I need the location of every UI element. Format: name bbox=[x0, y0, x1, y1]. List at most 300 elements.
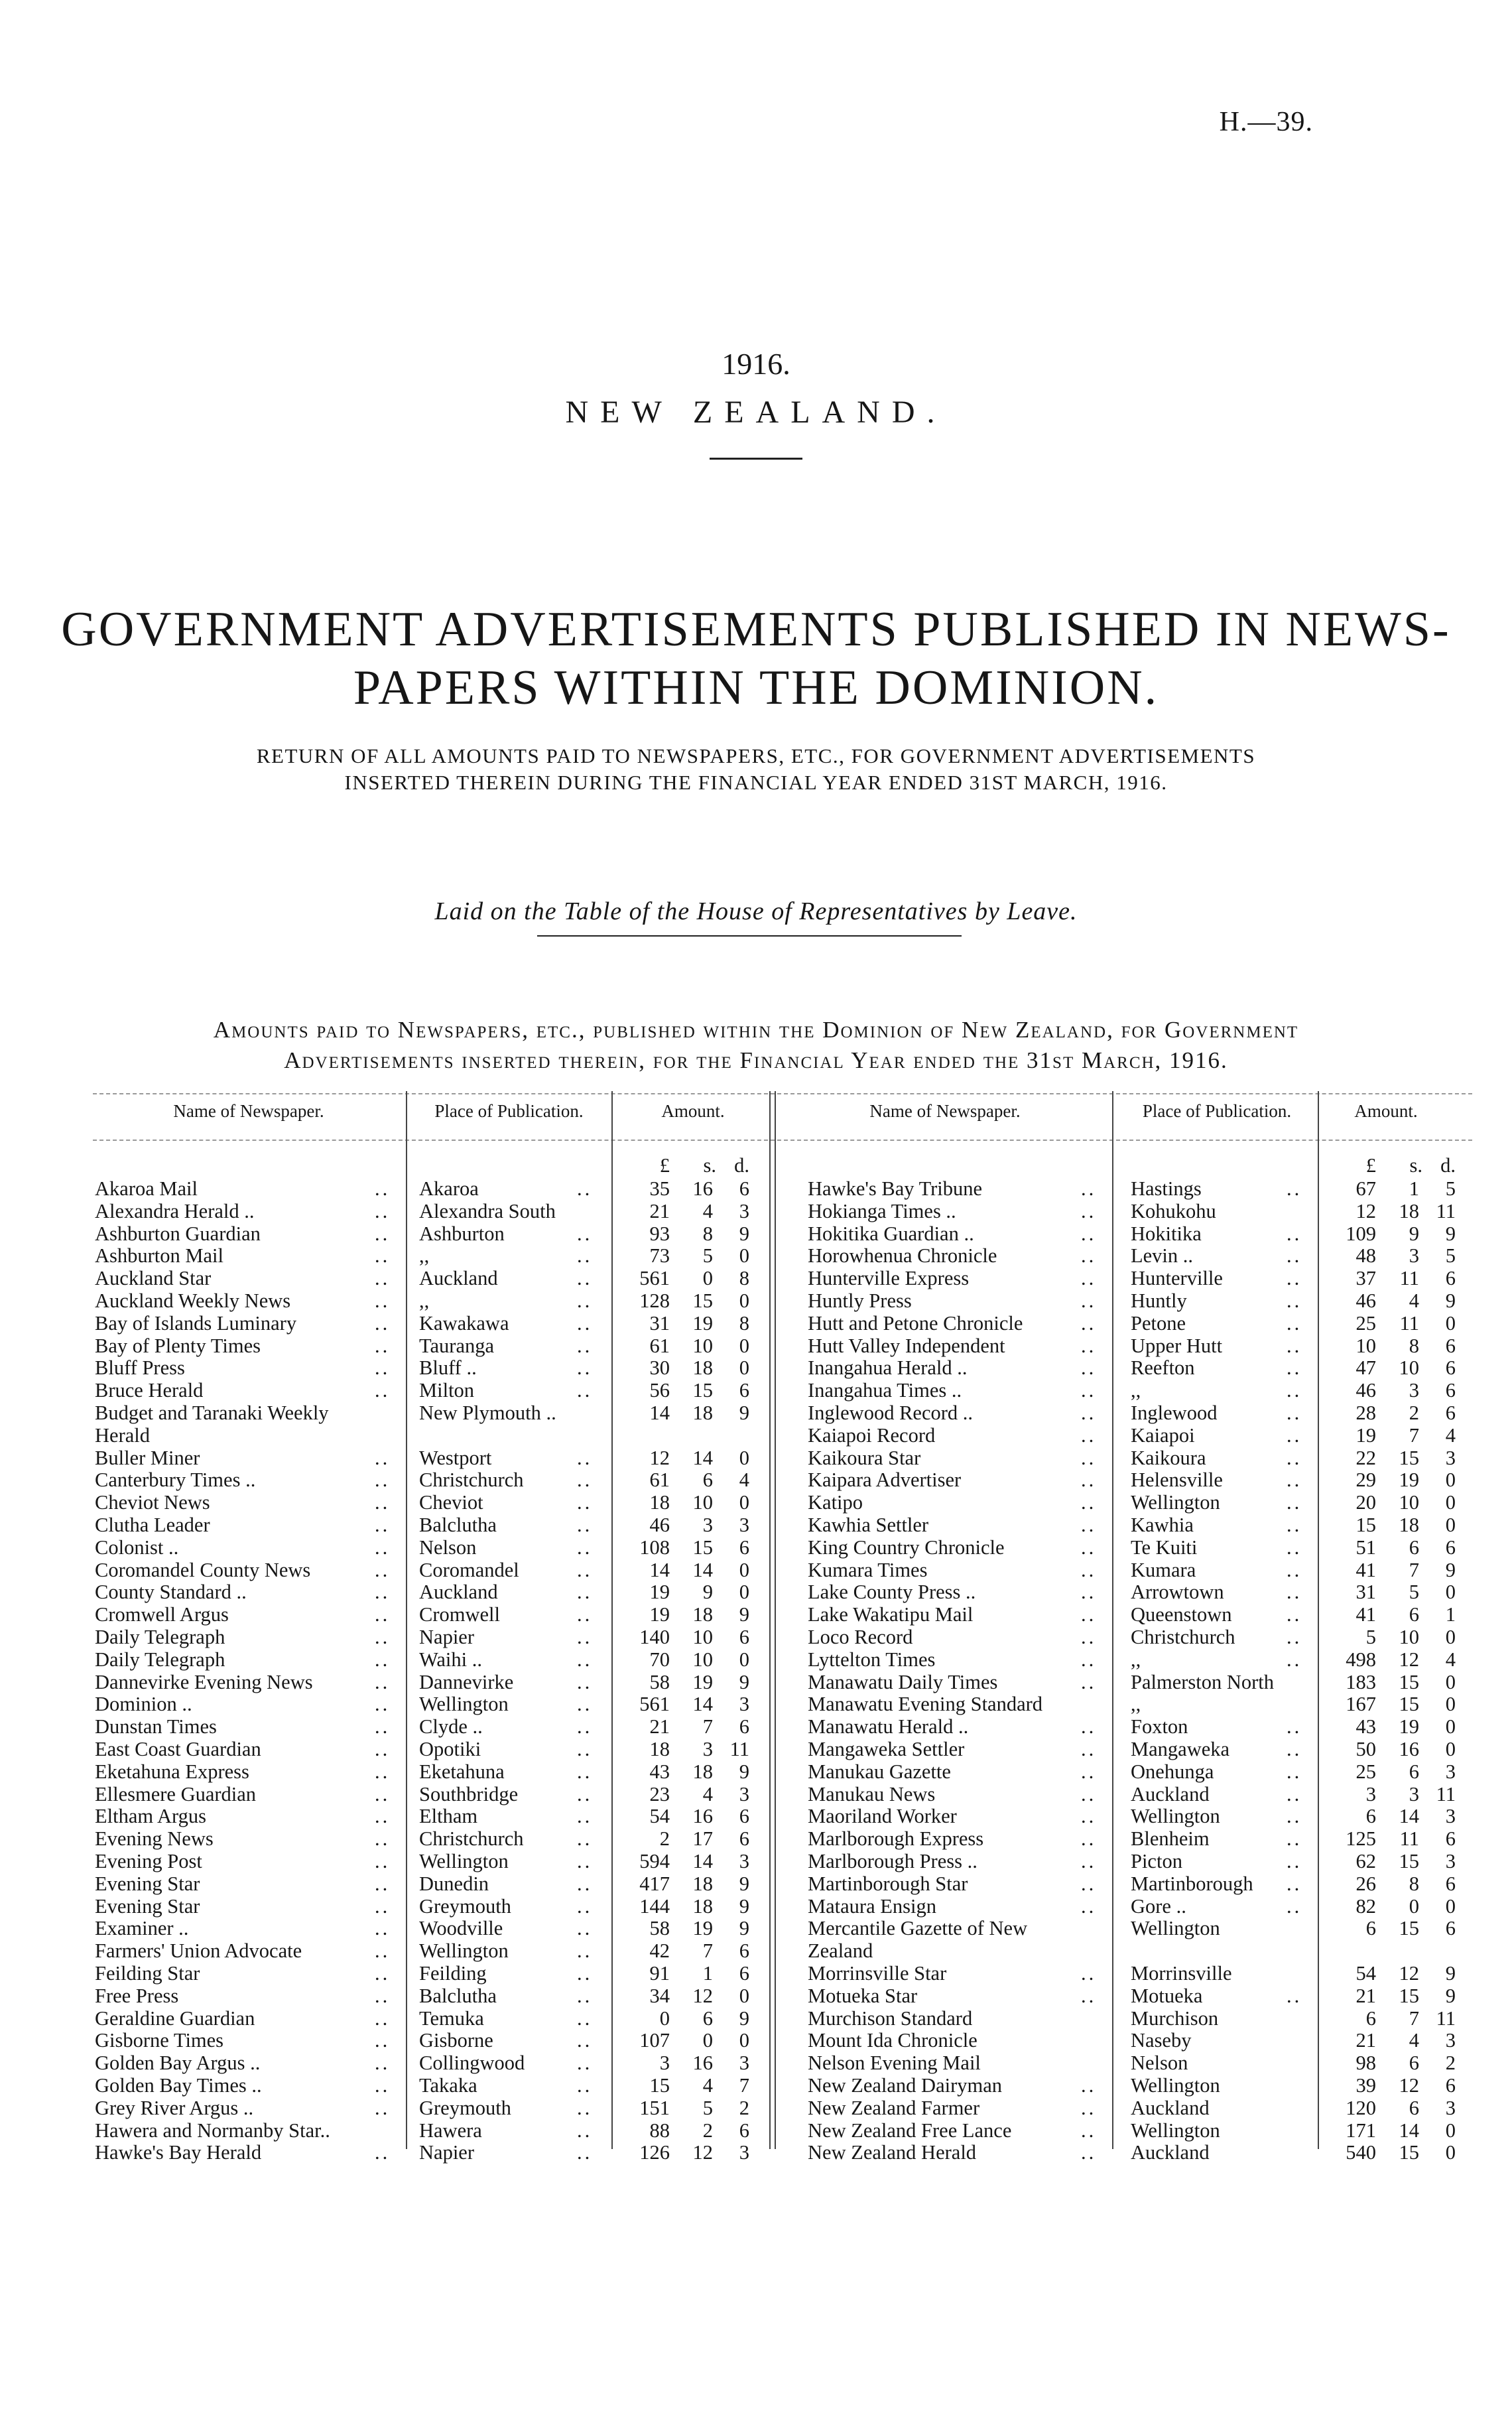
leader-dots: .. bbox=[1081, 1984, 1097, 2007]
newspaper-name: Herald bbox=[95, 1423, 150, 1447]
amount-shillings: 18 bbox=[692, 1603, 713, 1626]
newspaper-name: Murchison Standard bbox=[808, 2006, 973, 2030]
leader-dots: .. bbox=[577, 1782, 593, 1805]
publication-place: Kaiapoi bbox=[1131, 1423, 1195, 1447]
amount-shillings: 6 bbox=[1409, 2052, 1419, 2075]
newspaper-name: Mangaweka Settler bbox=[808, 1738, 965, 1760]
amount-pounds: 21 bbox=[1355, 2029, 1376, 2052]
leader-dots: .. bbox=[1081, 1805, 1097, 1828]
publication-place: Wellington bbox=[419, 1939, 509, 1963]
table-row bbox=[0, 1222, 1512, 1245]
amount-shillings: 10 bbox=[1399, 1491, 1419, 1514]
leader-dots: .. bbox=[577, 2074, 593, 2097]
newspaper-name: Dunstan Times bbox=[95, 1715, 217, 1738]
amount-pounds: 43 bbox=[1355, 1715, 1376, 1738]
amount-pence: 6 bbox=[1445, 1356, 1456, 1380]
publication-place: Foxton bbox=[1131, 1715, 1188, 1738]
amount-pence: 0 bbox=[739, 1558, 749, 1581]
table-row bbox=[0, 2007, 1512, 2030]
leader-dots: .. bbox=[577, 1603, 593, 1626]
pounds-unit: £ bbox=[1365, 1154, 1376, 1177]
leader-dots: .. bbox=[375, 1558, 391, 1581]
amount-pence: 0 bbox=[1445, 2141, 1456, 2164]
amount-pounds: 6 bbox=[1365, 1805, 1376, 1828]
newspaper-name: Motueka Star bbox=[808, 1984, 918, 2007]
amount-shillings: 18 bbox=[692, 1402, 713, 1424]
newspaper-name: Clutha Leader bbox=[95, 1514, 210, 1536]
table-row bbox=[0, 1267, 1512, 1289]
amount-pounds: 48 bbox=[1355, 1244, 1376, 1268]
amount-pounds: 126 bbox=[639, 2141, 670, 2164]
leader-dots: .. bbox=[1287, 1648, 1302, 1671]
publication-place: Dannevirke bbox=[419, 1670, 514, 1693]
publication-place: Te Kuiti bbox=[1131, 1536, 1198, 1559]
newspaper-name: Akaroa Mail bbox=[95, 1177, 198, 1200]
leader-dots: .. bbox=[1081, 1670, 1097, 1693]
amount-pounds: 41 bbox=[1355, 1558, 1376, 1581]
newspaper-name: Geraldine Guardian bbox=[95, 2006, 255, 2030]
amount-shillings: 16 bbox=[692, 1805, 713, 1828]
amount-pence: 0 bbox=[739, 1289, 749, 1312]
col-header-amount-left: Amount. bbox=[661, 1101, 725, 1121]
publication-place: Alexandra South bbox=[419, 1199, 556, 1222]
table-row bbox=[0, 1962, 1512, 1985]
amount-pence: 0 bbox=[1445, 1894, 1456, 1918]
publication-place: Ashburton bbox=[419, 1222, 505, 1245]
newspaper-name: Budget and Taranaki Weekly bbox=[95, 1402, 329, 1424]
amount-pounds: 43 bbox=[649, 1760, 670, 1783]
publication-place: Napier bbox=[419, 1626, 474, 1648]
newspaper-name: Evening Post bbox=[95, 1850, 202, 1872]
table-row bbox=[0, 1514, 1512, 1536]
leader-dots: .. bbox=[577, 1244, 593, 1268]
newspaper-name: Lake County Press .. bbox=[808, 1581, 976, 1604]
leader-dots: .. bbox=[577, 2141, 593, 2164]
table-row bbox=[0, 1626, 1512, 1648]
amount-pence: 6 bbox=[1445, 1536, 1456, 1559]
amount-pence: 6 bbox=[1445, 1402, 1456, 1424]
amount-shillings: 16 bbox=[1399, 1738, 1419, 1760]
leader-dots: .. bbox=[1287, 1491, 1302, 1514]
amount-pounds: 98 bbox=[1355, 2052, 1376, 2075]
table-row bbox=[0, 2052, 1512, 2074]
publication-place: Eketahuna bbox=[419, 1760, 505, 1783]
publication-place: Gore .. bbox=[1131, 1894, 1186, 1918]
leader-dots: .. bbox=[577, 1939, 593, 1963]
leader-dots: .. bbox=[1081, 1536, 1097, 1559]
leader-dots: .. bbox=[1287, 1715, 1302, 1738]
table-row bbox=[0, 1335, 1512, 1357]
amount-shillings: 8 bbox=[1409, 1872, 1419, 1895]
leader-dots: .. bbox=[1081, 1872, 1097, 1895]
publication-place: Collingwood bbox=[419, 2052, 525, 2075]
amount-pence: 3 bbox=[1445, 1805, 1456, 1828]
leader-dots: .. bbox=[1081, 1244, 1097, 1268]
amount-shillings: 3 bbox=[1409, 1379, 1419, 1402]
document-year: 1916. bbox=[722, 347, 790, 381]
leader-dots: .. bbox=[375, 1469, 391, 1492]
amount-pounds: 14 bbox=[649, 1402, 670, 1424]
publication-place: Nelson bbox=[1131, 2052, 1188, 2075]
newspaper-name: Lyttelton Times bbox=[808, 1648, 936, 1671]
publication-place: ,, bbox=[419, 1244, 430, 1268]
country-heading: NEW ZEALAND. bbox=[565, 395, 947, 430]
amount-shillings: 7 bbox=[1409, 1423, 1419, 1447]
newspaper-name: Bay of Plenty Times bbox=[95, 1334, 261, 1357]
newspaper-name: Maoriland Worker bbox=[808, 1805, 957, 1828]
publication-place: New Plymouth .. bbox=[419, 1402, 556, 1424]
newspaper-name: Horowhenua Chronicle bbox=[808, 1244, 997, 1268]
leader-dots: .. bbox=[1287, 1289, 1302, 1312]
publication-place: Christchurch bbox=[419, 1827, 524, 1851]
publication-place: Wellington bbox=[1131, 2074, 1220, 2097]
leader-dots: .. bbox=[577, 1805, 593, 1828]
newspaper-name: Marlborough Express bbox=[808, 1827, 984, 1851]
amount-pence: 3 bbox=[1445, 1850, 1456, 1872]
publication-place: Greymouth bbox=[419, 1894, 511, 1918]
publication-place: Picton bbox=[1131, 1850, 1182, 1872]
publication-place: Milton bbox=[419, 1379, 475, 1402]
amount-pence: 0 bbox=[739, 1581, 749, 1604]
amount-pounds: 109 bbox=[1346, 1222, 1376, 1245]
amount-pounds: 3 bbox=[1365, 1782, 1376, 1805]
publication-place: Queenstown bbox=[1131, 1603, 1232, 1626]
leader-dots: .. bbox=[577, 2119, 593, 2142]
amount-pounds: 56 bbox=[649, 1379, 670, 1402]
leader-dots: .. bbox=[375, 2029, 391, 2052]
leader-dots: .. bbox=[375, 1894, 391, 1918]
amount-pence: 9 bbox=[739, 1917, 749, 1940]
amount-pence: 3 bbox=[739, 2052, 749, 2075]
leader-dots: .. bbox=[375, 1244, 391, 1268]
newspaper-name: Coromandel County News bbox=[95, 1558, 311, 1581]
amount-pence: 3 bbox=[1445, 2096, 1456, 2119]
table-row bbox=[0, 1783, 1512, 1805]
table-row bbox=[0, 1760, 1512, 1783]
publication-place: Motueka bbox=[1131, 1984, 1203, 2007]
amount-shillings: 10 bbox=[1399, 1626, 1419, 1648]
publication-place: Wellington bbox=[1131, 1917, 1220, 1940]
amount-pence: 0 bbox=[739, 1984, 749, 2007]
leader-dots: .. bbox=[1287, 1334, 1302, 1357]
publication-place: Hokitika bbox=[1131, 1222, 1202, 1245]
leader-dots: .. bbox=[577, 1558, 593, 1581]
leader-dots: .. bbox=[375, 1872, 391, 1895]
amount-pence: 0 bbox=[1445, 1491, 1456, 1514]
leader-dots: .. bbox=[1081, 2141, 1097, 2164]
return-subtitle-line-2: INSERTED THEREIN DURING THE FINANCIAL YEAR ENDED 31ST MARCH, 1916. bbox=[344, 771, 1168, 794]
leader-dots: .. bbox=[577, 1311, 593, 1335]
leader-dots: .. bbox=[375, 1177, 391, 1200]
amount-pounds: 93 bbox=[649, 1222, 670, 1245]
leader-dots: .. bbox=[1081, 1289, 1097, 1312]
publication-place: Helensville bbox=[1131, 1469, 1223, 1492]
amount-shillings: 14 bbox=[692, 1446, 713, 1469]
amount-shillings: 19 bbox=[692, 1311, 713, 1335]
leader-dots: .. bbox=[577, 1379, 593, 1402]
leader-dots: .. bbox=[1081, 1962, 1097, 1985]
leader-dots: .. bbox=[1081, 1177, 1097, 1200]
leader-dots: .. bbox=[1081, 1222, 1097, 1245]
leader-dots: .. bbox=[577, 1334, 593, 1357]
amount-pounds: 18 bbox=[649, 1738, 670, 1760]
amount-pence: 9 bbox=[1445, 1984, 1456, 2007]
newspaper-name: Lake Wakatipu Mail bbox=[808, 1603, 974, 1626]
leader-dots: .. bbox=[1287, 1469, 1302, 1492]
newspaper-name: Manawatu Herald .. bbox=[808, 1715, 969, 1738]
amount-pounds: 140 bbox=[639, 1626, 670, 1648]
amount-shillings: 5 bbox=[702, 2096, 713, 2119]
amount-pence: 9 bbox=[739, 1894, 749, 1918]
leader-dots: .. bbox=[1081, 1827, 1097, 1851]
publication-place: Wellington bbox=[1131, 2119, 1220, 2142]
amount-shillings: 4 bbox=[1409, 1289, 1419, 1312]
table-row bbox=[0, 1985, 1512, 2007]
amount-pence: 9 bbox=[1445, 1222, 1456, 1245]
leader-dots: .. bbox=[1081, 1514, 1097, 1536]
amount-shillings: 15 bbox=[692, 1289, 713, 1312]
leader-dots: .. bbox=[1287, 1311, 1302, 1335]
leader-dots: .. bbox=[375, 1850, 391, 1872]
newspaper-name: Colonist .. bbox=[95, 1536, 179, 1559]
publication-place: Westport bbox=[419, 1446, 492, 1469]
amount-pence: 2 bbox=[739, 2096, 749, 2119]
newspaper-name: Bruce Herald bbox=[95, 1379, 204, 1402]
newspaper-name: Manawatu Daily Times bbox=[808, 1670, 998, 1693]
publication-place: Clyde .. bbox=[419, 1715, 483, 1738]
amount-pounds: 3 bbox=[659, 2052, 670, 2075]
amount-pence: 9 bbox=[739, 1402, 749, 1424]
leader-dots: .. bbox=[577, 1715, 593, 1738]
publication-place: Wellington bbox=[1131, 1491, 1220, 1514]
publication-place: Waihi .. bbox=[419, 1648, 482, 1671]
amount-pence: 3 bbox=[739, 1850, 749, 1872]
leader-dots: .. bbox=[375, 1289, 391, 1312]
amount-pence: 6 bbox=[739, 1827, 749, 1851]
amount-shillings: 12 bbox=[1399, 1648, 1419, 1671]
amount-pounds: 6 bbox=[1365, 1917, 1376, 1940]
amount-pounds: 23 bbox=[649, 1782, 670, 1805]
publication-place: Kaikoura bbox=[1131, 1446, 1206, 1469]
leader-dots: .. bbox=[1287, 1782, 1302, 1805]
leader-dots: .. bbox=[1081, 1379, 1097, 1402]
amount-shillings: 14 bbox=[1399, 2119, 1419, 2142]
amount-shillings: 10 bbox=[1399, 1356, 1419, 1380]
amount-pounds: 54 bbox=[1355, 1962, 1376, 1985]
publication-place: Naseby bbox=[1131, 2029, 1192, 2052]
table-row bbox=[0, 1895, 1512, 1918]
leader-dots: .. bbox=[1287, 1581, 1302, 1604]
newspaper-name: New Zealand Farmer bbox=[808, 2096, 980, 2119]
leader-dots: .. bbox=[375, 1267, 391, 1290]
amount-shillings: 18 bbox=[692, 1356, 713, 1380]
amount-shillings: 9 bbox=[702, 1581, 713, 1604]
shillings-unit: s. bbox=[1409, 1154, 1422, 1177]
publication-place: Woodville bbox=[419, 1917, 503, 1940]
amount-pounds: 22 bbox=[1355, 1446, 1376, 1469]
amount-shillings: 1 bbox=[1409, 1177, 1419, 1200]
leader-dots: .. bbox=[1081, 1760, 1097, 1783]
amount-pence: 6 bbox=[739, 1177, 749, 1200]
newspaper-name: Ashburton Mail bbox=[95, 1244, 224, 1268]
amount-pounds: 58 bbox=[649, 1917, 670, 1940]
amount-pounds: 171 bbox=[1346, 2119, 1376, 2142]
amount-pence: 9 bbox=[739, 1670, 749, 1693]
table-row bbox=[0, 1312, 1512, 1335]
leader-dots: .. bbox=[1287, 1177, 1302, 1200]
divider bbox=[710, 458, 802, 460]
publication-place: Cromwell bbox=[419, 1603, 500, 1626]
table-row bbox=[0, 1738, 1512, 1760]
publication-place: Blenheim bbox=[1131, 1827, 1210, 1851]
table-heading-line-2: Advertisements inserted therein, for the Financial Year ended the 31st March, 1916. bbox=[284, 1047, 1228, 1073]
amount-shillings: 6 bbox=[1409, 2096, 1419, 2119]
leader-dots: .. bbox=[1081, 1603, 1097, 1626]
col-header-place-left: Place of Publication. bbox=[434, 1101, 584, 1121]
amount-shillings: 4 bbox=[1409, 2029, 1419, 2052]
leader-dots: .. bbox=[1287, 1402, 1302, 1424]
table-row bbox=[0, 2074, 1512, 2097]
publication-place: Christchurch bbox=[419, 1469, 524, 1492]
amount-pounds: 73 bbox=[649, 1244, 670, 1268]
amount-pounds: 561 bbox=[639, 1267, 670, 1290]
amount-pounds: 15 bbox=[1355, 1514, 1376, 1536]
table-row bbox=[0, 1715, 1512, 1738]
amount-pence: 6 bbox=[1445, 1267, 1456, 1290]
newspaper-name: Hutt Valley Independent bbox=[808, 1334, 1005, 1357]
leader-dots: .. bbox=[1081, 1850, 1097, 1872]
amount-pence: 6 bbox=[1445, 1872, 1456, 1895]
amount-shillings: 19 bbox=[1399, 1469, 1419, 1492]
amount-pounds: 594 bbox=[639, 1850, 670, 1872]
table-row bbox=[0, 1402, 1512, 1424]
amount-shillings: 11 bbox=[1399, 1311, 1419, 1335]
amount-shillings: 15 bbox=[692, 1379, 713, 1402]
publication-place: Eltham bbox=[419, 1805, 478, 1828]
leader-dots: .. bbox=[375, 1648, 391, 1671]
newspaper-name: Hutt and Petone Chronicle bbox=[808, 1311, 1023, 1335]
amount-shillings: 16 bbox=[692, 2052, 713, 2075]
leader-dots: .. bbox=[1287, 1603, 1302, 1626]
amount-pence: 4 bbox=[739, 1469, 749, 1492]
amount-pence: 3 bbox=[1445, 1760, 1456, 1783]
table-row bbox=[0, 1559, 1512, 1581]
leader-dots: .. bbox=[375, 1446, 391, 1469]
amount-pounds: 50 bbox=[1355, 1738, 1376, 1760]
leader-dots: .. bbox=[577, 1850, 593, 1872]
amount-shillings: 16 bbox=[692, 1177, 713, 1200]
publication-place: Gisborne bbox=[419, 2029, 493, 2052]
amount-pence: 6 bbox=[1445, 1827, 1456, 1851]
table-row bbox=[0, 1491, 1512, 1514]
amount-pounds: 37 bbox=[1355, 1267, 1376, 1290]
amount-pounds: 2 bbox=[659, 1827, 670, 1851]
amount-pence: 0 bbox=[739, 1648, 749, 1671]
amount-pounds: 20 bbox=[1355, 1491, 1376, 1514]
page-title-line-1: GOVERNMENT ADVERTISEMENTS PUBLISHED IN NEWS- bbox=[61, 602, 1451, 657]
newspaper-name: Huntly Press bbox=[808, 1289, 912, 1312]
amount-pounds: 91 bbox=[649, 1962, 670, 1985]
publication-place: Balclutha bbox=[419, 1984, 497, 2007]
newspaper-name: Gisborne Times bbox=[95, 2029, 224, 2052]
newspaper-name: Hunterville Express bbox=[808, 1267, 970, 1290]
amount-shillings: 0 bbox=[1409, 1894, 1419, 1918]
amount-shillings: 3 bbox=[702, 1738, 713, 1760]
newspaper-name: Bluff Press bbox=[95, 1356, 185, 1380]
leader-dots: .. bbox=[1287, 1222, 1302, 1245]
amount-pounds: 151 bbox=[639, 2096, 670, 2119]
amount-pounds: 46 bbox=[649, 1514, 670, 1536]
amount-pounds: 561 bbox=[639, 1693, 670, 1716]
publication-place: Bluff .. bbox=[419, 1356, 477, 1380]
amount-pounds: 88 bbox=[649, 2119, 670, 2142]
newspaper-name: Eketahuna Express bbox=[95, 1760, 249, 1783]
newspaper-name: Ellesmere Guardian bbox=[95, 1782, 257, 1805]
table-row bbox=[0, 1805, 1512, 1827]
leader-dots: .. bbox=[1287, 1984, 1302, 2007]
amount-pence: 9 bbox=[739, 1222, 749, 1245]
amount-pence: 4 bbox=[1445, 1648, 1456, 1671]
amount-shillings: 10 bbox=[692, 1334, 713, 1357]
publication-place: Hastings bbox=[1131, 1177, 1202, 1200]
newspaper-name: Alexandra Herald .. bbox=[95, 1199, 255, 1222]
leader-dots: .. bbox=[1287, 1267, 1302, 1290]
amount-pounds: 54 bbox=[649, 1805, 670, 1828]
leader-dots: .. bbox=[577, 1267, 593, 1290]
newspaper-name: Bay of Islands Luminary bbox=[95, 1311, 297, 1335]
amount-pence: 9 bbox=[1445, 1289, 1456, 1312]
amount-pounds: 41 bbox=[1355, 1603, 1376, 1626]
leader-dots: .. bbox=[375, 1782, 391, 1805]
amount-pounds: 18 bbox=[649, 1491, 670, 1514]
leader-dots: .. bbox=[1287, 1244, 1302, 1268]
newspaper-name: Nelson Evening Mail bbox=[808, 2052, 981, 2075]
newspaper-name: Inglewood Record .. bbox=[808, 1402, 974, 1424]
amount-pence: 6 bbox=[739, 1939, 749, 1963]
leader-dots: .. bbox=[375, 2074, 391, 2097]
leader-dots: .. bbox=[375, 2141, 391, 2164]
newspaper-name: Martinborough Star bbox=[808, 1872, 968, 1895]
publication-place: Cheviot bbox=[419, 1491, 483, 1514]
amount-pence: 0 bbox=[1445, 1311, 1456, 1335]
publication-place: Auckland bbox=[1131, 2096, 1210, 2119]
amount-pence: 5 bbox=[1445, 1244, 1456, 1268]
newspaper-name: Kaipara Advertiser bbox=[808, 1469, 962, 1492]
table-row bbox=[0, 1603, 1512, 1626]
table-row bbox=[0, 1850, 1512, 1872]
currency-units-row bbox=[0, 1154, 1512, 1177]
leader-dots: .. bbox=[577, 1446, 593, 1469]
amount-pence: 8 bbox=[739, 1311, 749, 1335]
leader-dots: .. bbox=[1287, 1850, 1302, 1872]
page-title bbox=[0, 600, 1512, 717]
amount-shillings: 1 bbox=[702, 1962, 713, 1985]
leader-dots: .. bbox=[1081, 1334, 1097, 1357]
leader-dots: .. bbox=[1081, 1782, 1097, 1805]
amount-pounds: 62 bbox=[1355, 1850, 1376, 1872]
amount-pounds: 25 bbox=[1355, 1760, 1376, 1783]
col-header-name-left: Name of Newspaper. bbox=[173, 1101, 324, 1121]
publication-place: Kohukohu bbox=[1131, 1199, 1216, 1222]
leader-dots: .. bbox=[577, 2052, 593, 2075]
publication-place: Feilding bbox=[419, 1962, 487, 1985]
amount-shillings: 6 bbox=[702, 1469, 713, 1492]
amount-pence: 6 bbox=[1445, 1917, 1456, 1940]
newspaper-name: New Zealand Free Lance bbox=[808, 2119, 1012, 2142]
amount-pounds: 35 bbox=[649, 1177, 670, 1200]
amount-shillings: 14 bbox=[1399, 1805, 1419, 1828]
newspaper-name: Daily Telegraph bbox=[95, 1648, 225, 1671]
